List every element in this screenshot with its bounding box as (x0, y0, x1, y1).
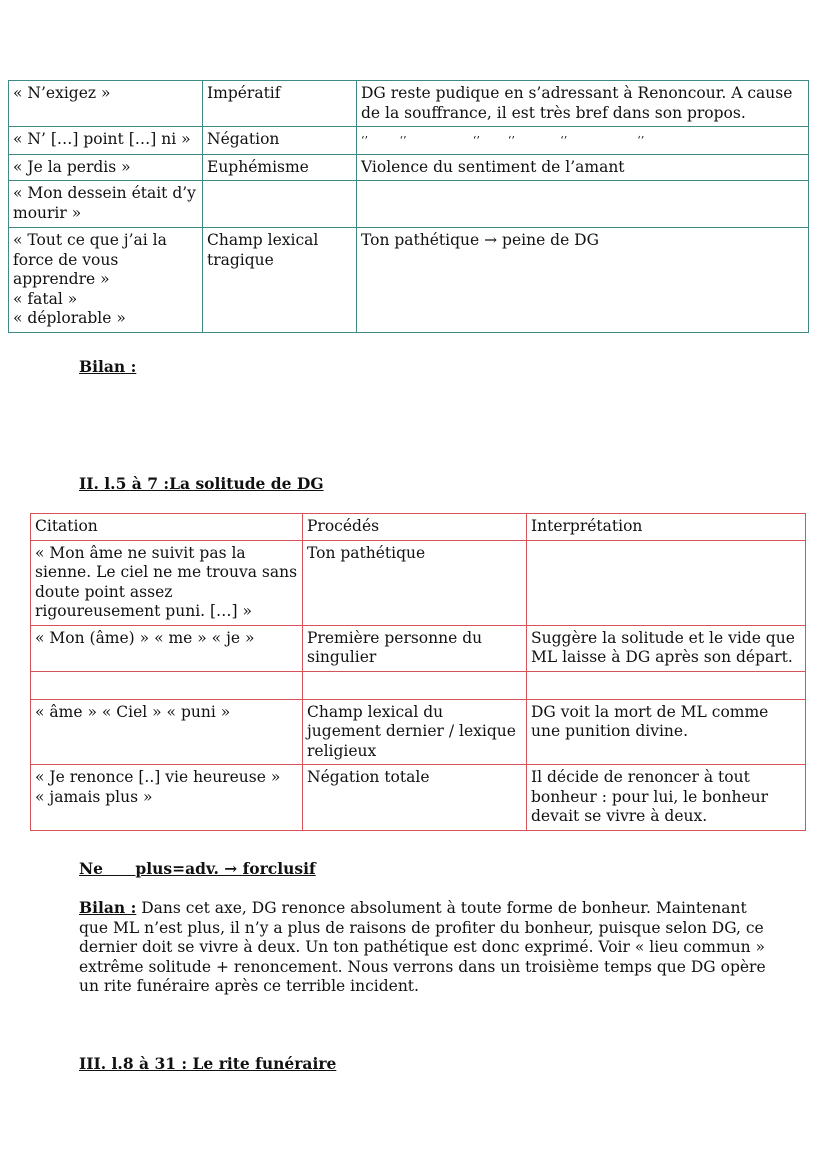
citation-line: « Je renonce [..] vie heureuse » (35, 768, 281, 786)
citation-line: « Tout ce que j’ai la force de vous apprendre » (13, 231, 167, 288)
citation-cell: « N’ […] point […] ni » (9, 127, 203, 155)
interpretation-cell (527, 671, 806, 699)
section-3-title: III. l.8 à 31 : Le rite funéraire (79, 1054, 337, 1073)
citation-cell: « Je la perdis » (9, 154, 203, 181)
table-row (9, 154, 809, 181)
procede-cell: Champ lexical du jugement dernier / lexique religieux (303, 699, 527, 765)
bilan-text-1 (79, 898, 769, 958)
table-row (9, 181, 809, 228)
interpretation-cell: Ton pathétique → peine de DG (357, 228, 809, 333)
interpretation-cell (357, 181, 809, 228)
procede-cell: Champ lexical tragique (203, 228, 357, 333)
citation-line: « jamais plus » (35, 787, 153, 806)
citation-cell: « Mon dessein était d’y mourir » (9, 181, 203, 228)
citation-cell: « N’exigez » (9, 81, 203, 127)
bilan-text-2: extrême solitude + renoncement. Nous verrons dans un troisième temps que DG opère un rite funéraire après ce terrible incident. (79, 957, 766, 995)
interpretation-cell (527, 540, 806, 625)
section-2-title: II. l.5 à 7 :La solitude de DG (79, 474, 324, 493)
citation-cell (31, 765, 303, 831)
table-header-row (31, 514, 806, 541)
table-row (9, 228, 809, 333)
forclusif-note: Ne plus=adv. → forclusif (79, 859, 316, 878)
procede-cell (303, 671, 527, 699)
interpretation-cell (357, 127, 809, 155)
table-row (31, 671, 806, 699)
table-row (31, 625, 806, 671)
bilan-label: Bilan : (79, 898, 137, 917)
citation-cell: « Mon âme ne suivit pas la sienne. Le ciel ne me trouva sans doute point assez rigoureusement puni. […] » (31, 540, 303, 625)
procede-cell: Négation totale (303, 765, 527, 831)
citation-cell: « âme » « Ciel » « puni » (31, 699, 303, 765)
interpretation-cell: Violence du sentiment de l’amant (357, 154, 809, 181)
bilan-body: Dans cet axe, DG renonce absolument à toute forme de bonheur. Maintenant que ML n’est plus, il n’y a plus de raisons de profiter du bonheur, puisque selon DG, ce dernier doit se vivre à deux. Un ton pathétique est donc exprimé. Voir « lieu commun » (79, 899, 766, 956)
procede-cell (203, 181, 357, 228)
table-row (31, 699, 806, 765)
interpretation-cell: DG voit la mort de ML comme une punition divine. (527, 699, 806, 765)
bilan-heading: Bilan : (79, 357, 137, 376)
citation-cell: « Mon (âme) » « me » « je » (31, 625, 303, 671)
procede-cell: Impératif (203, 81, 357, 127)
header-procedes: Procédés (303, 514, 527, 541)
procede-cell: Euphémisme (203, 154, 357, 181)
citation-cell (31, 671, 303, 699)
interpretation-cell: Suggère la solitude et le vide que ML laisse à DG après son départ. (527, 625, 806, 671)
procede-cell: Négation (203, 127, 357, 155)
table-row (31, 765, 806, 831)
bilan-paragraph (79, 898, 769, 997)
ditto-marks: ‘’ ‘’ ‘’ ‘’ ‘’ ‘’ (361, 134, 645, 147)
header-citation: Citation (31, 514, 303, 541)
header-interpretation: Interprétation (527, 514, 806, 541)
procede-cell: Ton pathétique (303, 540, 527, 625)
interpretation-cell: Il décide de renoncer à tout bonheur : pour lui, le bonheur devait se vivre à deux. (527, 765, 806, 831)
citation-cell (9, 228, 203, 333)
analysis-table-2 (30, 513, 806, 831)
citation-line: « déplorable » (13, 309, 126, 327)
table-row (9, 127, 809, 155)
table-row (31, 540, 806, 625)
procede-cell: Première personne du singulier (303, 625, 527, 671)
table-row (9, 81, 809, 127)
analysis-table-1 (8, 80, 809, 333)
interpretation-cell: DG reste pudique en s’adressant à Renoncour. A cause de la souffrance, il est très bref dans son propos. (357, 81, 809, 127)
citation-line: « fatal » (13, 289, 78, 308)
